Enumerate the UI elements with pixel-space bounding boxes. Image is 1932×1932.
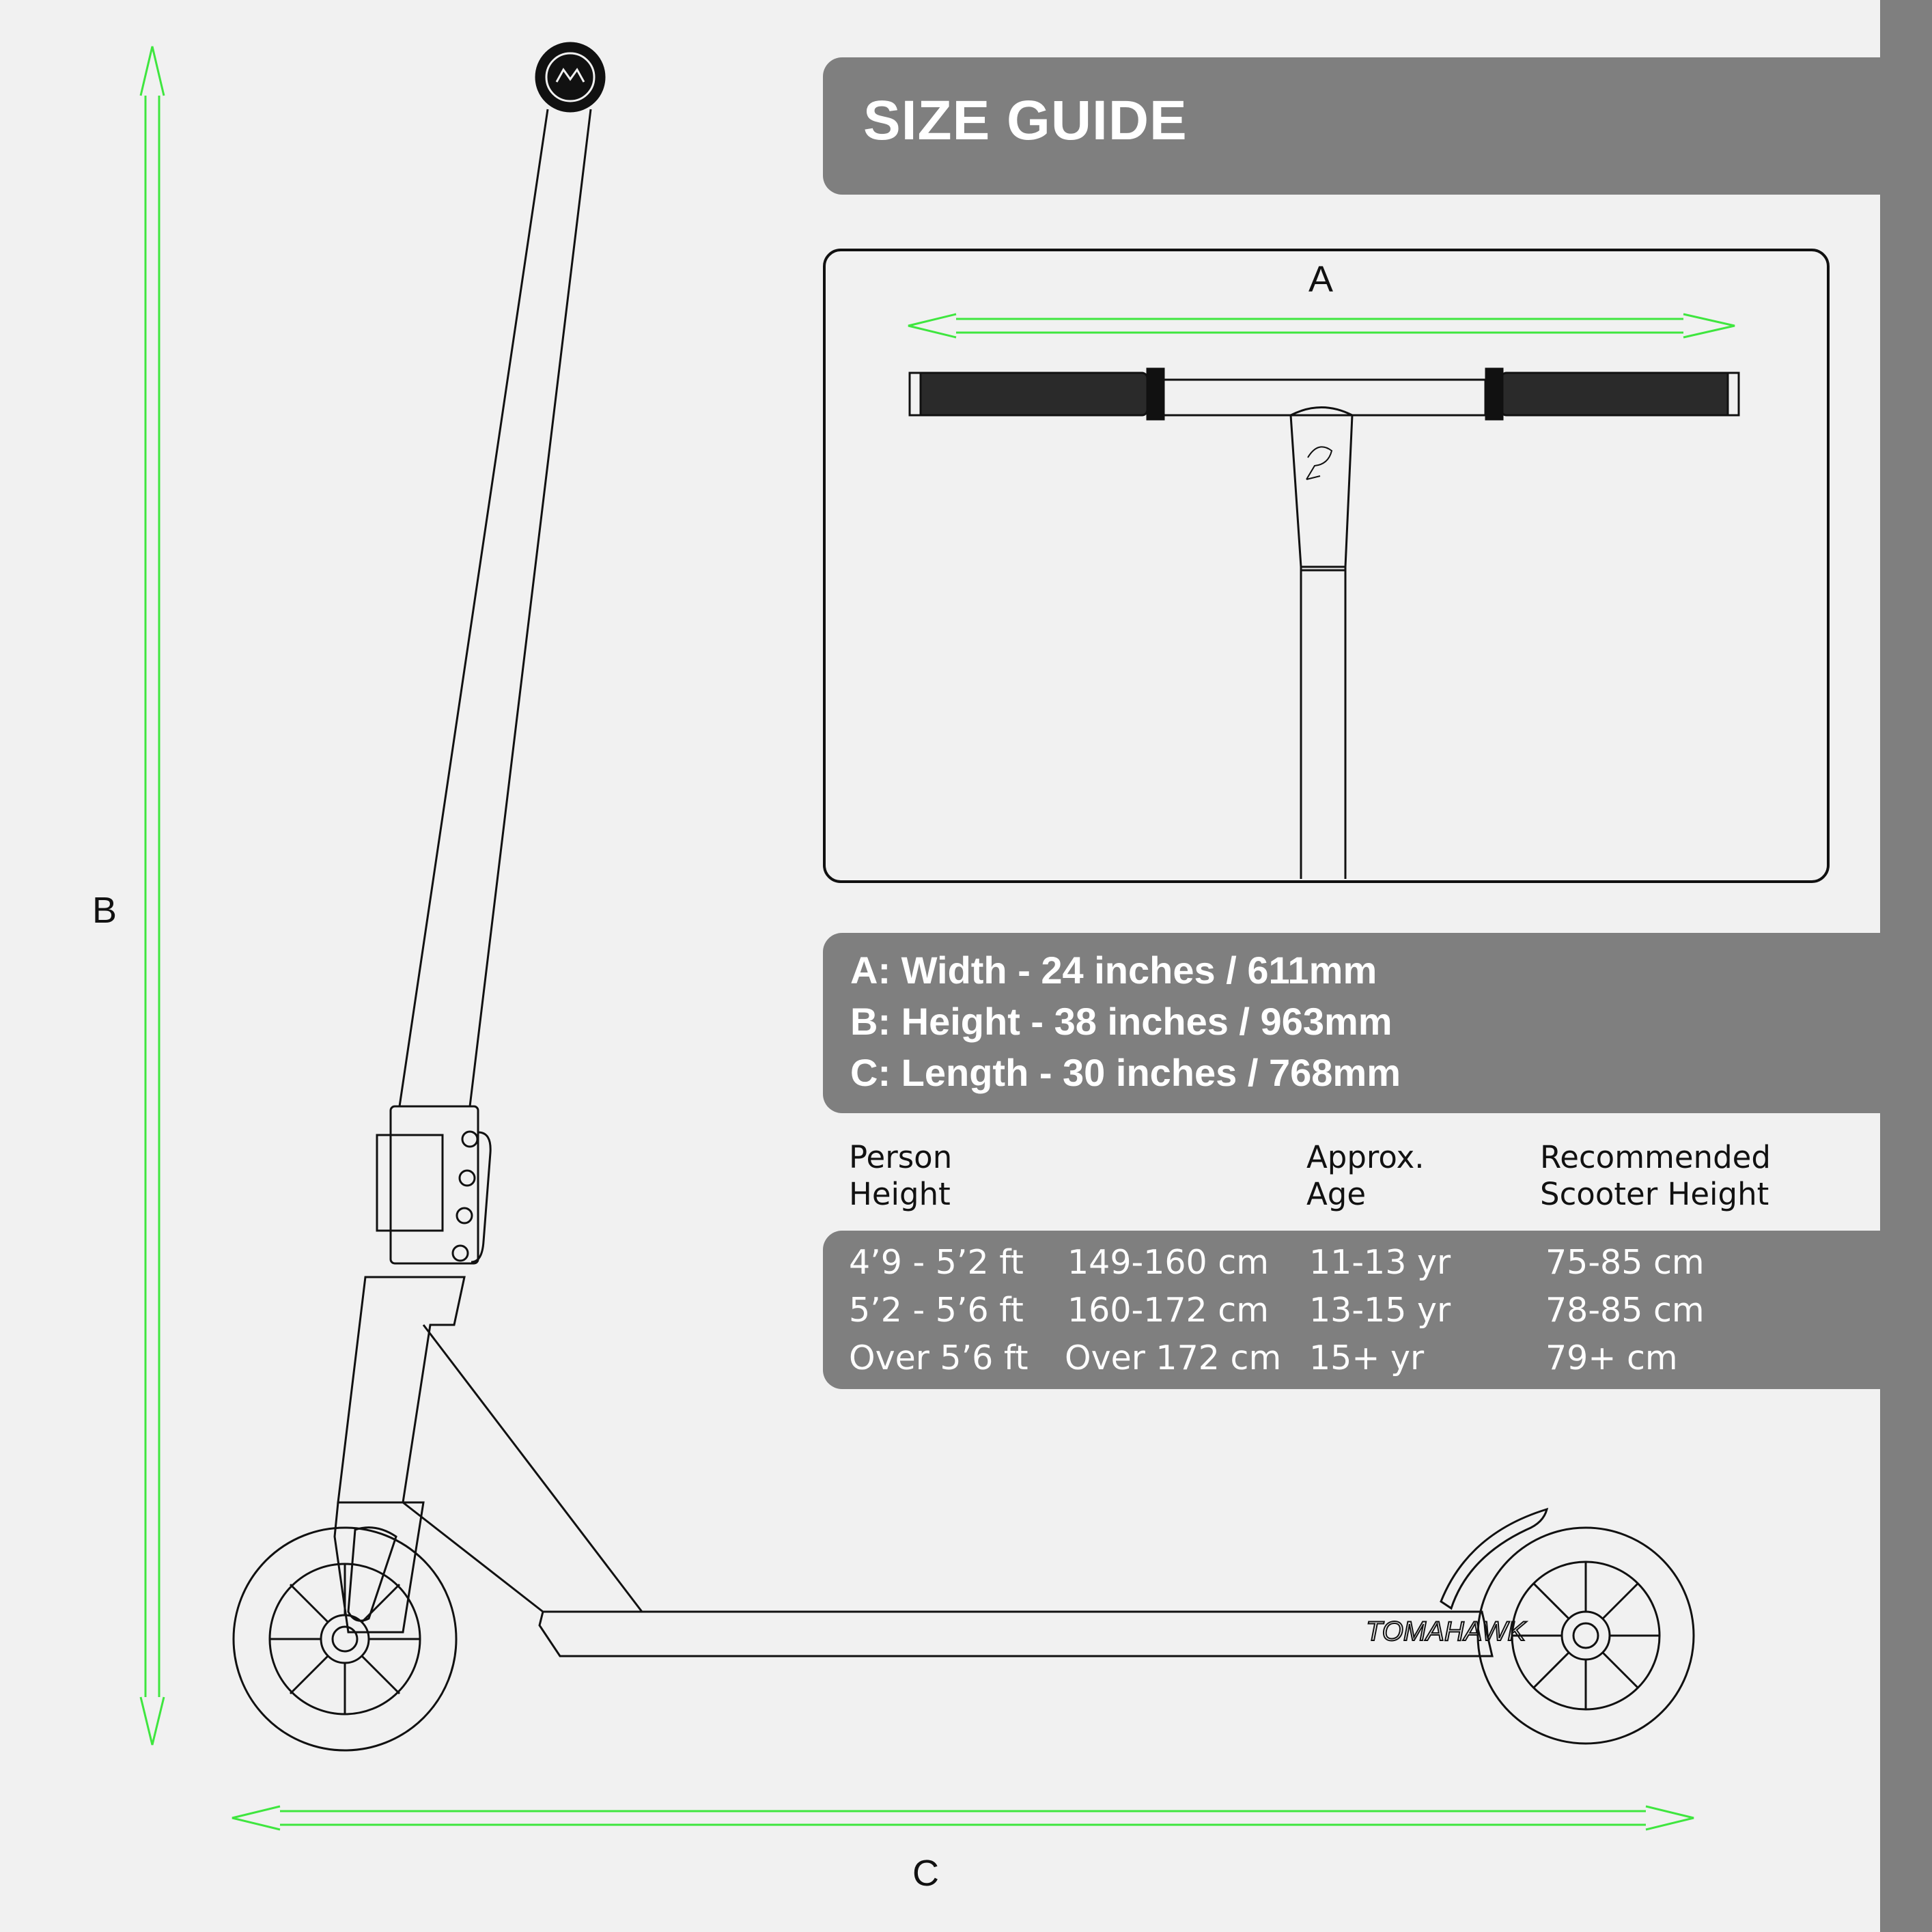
header-recommended-height: Recommended Scooter Height bbox=[1540, 1139, 1771, 1212]
head-tube bbox=[338, 1277, 464, 1502]
row1-ft: 4’9 - 5’2 ft bbox=[849, 1243, 1024, 1282]
right-grip bbox=[1501, 373, 1739, 415]
row1-cm: 149-160 cm bbox=[1067, 1243, 1269, 1282]
page-title: SIZE GUIDE bbox=[863, 89, 1188, 152]
down-tube bbox=[403, 1325, 642, 1612]
front-wheel bbox=[234, 1528, 456, 1750]
dimension-arrows bbox=[141, 46, 1735, 1830]
row3-ft: Over 5’6 ft bbox=[849, 1339, 1028, 1377]
bird-logo bbox=[1306, 447, 1332, 479]
dimension-width: A: Width - 24 inches / 611mm bbox=[850, 949, 1377, 992]
bar-downtube bbox=[1301, 567, 1345, 879]
dimension-label-c: C bbox=[912, 1853, 939, 1894]
row2-age: 13-15 yr bbox=[1309, 1291, 1451, 1330]
row3-age: 15+ yr bbox=[1309, 1339, 1425, 1377]
dimension-label-b: B bbox=[92, 890, 117, 931]
handlebar-illustration bbox=[910, 369, 1739, 879]
arrow-a bbox=[908, 314, 1735, 337]
deck bbox=[540, 1612, 1492, 1656]
handlebar-tube bbox=[400, 109, 591, 1106]
row2-scooter: 78-85 cm bbox=[1545, 1291, 1705, 1330]
row3-cm: Over 172 cm bbox=[1065, 1339, 1282, 1377]
dimension-label-a: A bbox=[1308, 259, 1334, 300]
arrow-c bbox=[232, 1806, 1694, 1830]
clamp-window bbox=[377, 1135, 443, 1231]
left-grip-collar bbox=[1147, 369, 1164, 419]
row3-scooter: 79+ cm bbox=[1545, 1339, 1678, 1377]
bar-junction bbox=[1291, 408, 1352, 568]
header-approx-age: Approx. Age bbox=[1306, 1139, 1425, 1212]
arrow-b bbox=[141, 46, 164, 1745]
row2-ft: 5’2 - 5’6 ft bbox=[849, 1291, 1024, 1330]
dimension-length: C: Length - 30 inches / 768mm bbox=[850, 1051, 1401, 1094]
left-grip bbox=[910, 373, 1147, 415]
handlebar-crossbar bbox=[1161, 380, 1485, 415]
deck-brand: TOMAHAWK bbox=[1366, 1616, 1526, 1647]
fork-slot bbox=[348, 1528, 396, 1621]
right-grip-collar bbox=[1486, 369, 1502, 419]
row2-cm: 160-172 cm bbox=[1067, 1291, 1269, 1330]
row1-age: 11-13 yr bbox=[1309, 1243, 1451, 1282]
row1-scooter: 75-85 cm bbox=[1545, 1243, 1705, 1282]
header-person-height: Person Height bbox=[849, 1139, 953, 1212]
scooter-side-view bbox=[234, 43, 1694, 1750]
clamp-bolts-side bbox=[471, 1132, 490, 1262]
dimension-height: B: Height - 38 inches / 963mm bbox=[850, 1000, 1392, 1043]
rear-brake bbox=[1441, 1509, 1547, 1608]
